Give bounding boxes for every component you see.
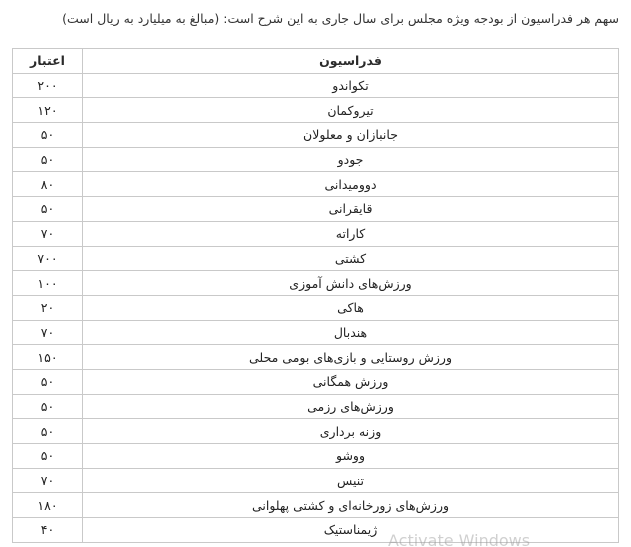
credit-cell: ۵۰ xyxy=(13,369,83,394)
credit-cell: ۵۰ xyxy=(13,197,83,222)
credit-cell: ۷۰۰ xyxy=(13,246,83,271)
credit-cell: ۲۰۰ xyxy=(13,73,83,98)
credit-cell: ۵۰ xyxy=(13,147,83,172)
federation-cell: کشتی xyxy=(83,246,619,271)
federation-cell: تیروکمان xyxy=(83,98,619,123)
federation-cell: ورزش‌های رزمی xyxy=(83,394,619,419)
table-row xyxy=(13,444,619,469)
table-row xyxy=(13,197,619,222)
federation-cell: قایقرانی xyxy=(83,197,619,222)
table-row xyxy=(13,394,619,419)
activate-windows-watermark: Activate Windows xyxy=(388,531,531,547)
federation-cell: تنیس xyxy=(83,468,619,493)
credit-cell: ۱۵۰ xyxy=(13,345,83,370)
table-row xyxy=(13,147,619,172)
federation-cell: ورزش همگانی xyxy=(83,369,619,394)
table-row xyxy=(13,271,619,296)
table-row xyxy=(13,295,619,320)
federation-cell: ورزش روستایی و بازی‌های بومی محلی xyxy=(83,345,619,370)
federation-cell: ووشو xyxy=(83,444,619,469)
credit-cell: ۱۲۰ xyxy=(13,98,83,123)
credit-cell: ۷۰ xyxy=(13,468,83,493)
header-federation: فدراسیون xyxy=(83,49,619,74)
budget-table xyxy=(12,48,619,543)
table-row xyxy=(13,123,619,148)
table-row xyxy=(13,98,619,123)
table-header-row xyxy=(13,49,619,74)
federation-cell: تکواندو xyxy=(83,73,619,98)
credit-cell: ۵۰ xyxy=(13,123,83,148)
federation-cell: هندبال xyxy=(83,320,619,345)
credit-cell: ۱۸۰ xyxy=(13,493,83,518)
table-row xyxy=(13,246,619,271)
table-row xyxy=(13,172,619,197)
federation-cell: دوومیدانی xyxy=(83,172,619,197)
credit-cell: ۸۰ xyxy=(13,172,83,197)
credit-cell: ۲۰ xyxy=(13,295,83,320)
federation-cell: جودو xyxy=(83,147,619,172)
table-row xyxy=(13,493,619,518)
federation-cell: وزنه برداری xyxy=(83,419,619,444)
table-row xyxy=(13,221,619,246)
federation-cell: ژیمناستیک xyxy=(83,518,619,543)
credit-cell: ۱۰۰ xyxy=(13,271,83,296)
credit-cell: ۵۰ xyxy=(13,394,83,419)
table-row xyxy=(13,468,619,493)
table-row xyxy=(13,345,619,370)
credit-cell: ۵۰ xyxy=(13,419,83,444)
intro-paragraph: سهم هر فدراسیون از بودجه ویژه مجلس برای سال جاری به این شرح است: (مبالغ به میلیارد به ریال است) xyxy=(62,11,619,26)
federation-cell: ورزش‌های زورخانه‌ای و کشتی پهلوانی xyxy=(83,493,619,518)
table-row xyxy=(13,73,619,98)
credit-cell: ۴۰ xyxy=(13,518,83,543)
federation-cell: جانبازان و معلولان xyxy=(83,123,619,148)
federation-cell: هاکی xyxy=(83,295,619,320)
credit-cell: ۷۰ xyxy=(13,320,83,345)
table-row xyxy=(13,369,619,394)
credit-cell: ۷۰ xyxy=(13,221,83,246)
table-row xyxy=(13,320,619,345)
header-credit: اعتبار xyxy=(13,49,83,74)
credit-cell: ۵۰ xyxy=(13,444,83,469)
federation-cell: ورزش‌های دانش آموزی xyxy=(83,271,619,296)
table-row xyxy=(13,419,619,444)
federation-cell: کاراته xyxy=(83,221,619,246)
